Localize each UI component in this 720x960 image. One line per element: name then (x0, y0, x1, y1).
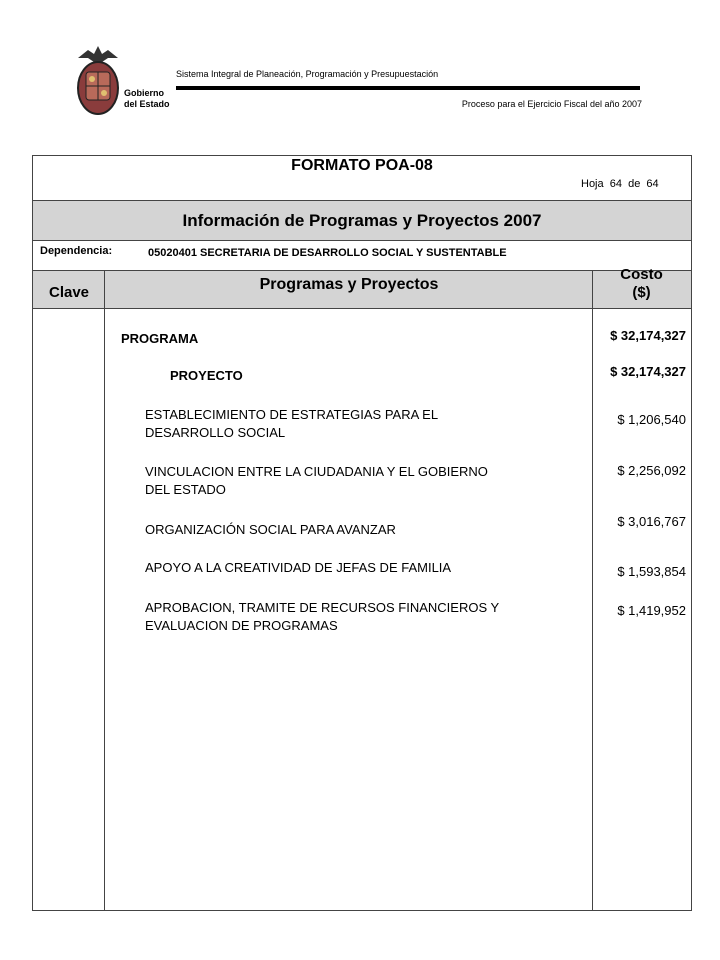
system-name: Sistema Integral de Planeación, Programación y Presupuestación (176, 69, 439, 79)
column-costo-line1: Costo (620, 266, 663, 283)
project-item-line1: APROBACION, TRAMITE DE RECURSOS FINANCIEROS Y (145, 600, 500, 615)
project-item (145, 463, 590, 499)
dependency-value: 05020401 SECRETARIA DE DESARROLLO SOCIAL Y SUSTENTABLE (148, 247, 507, 259)
project-item-line2: EVALUACION DE PROGRAMAS (145, 618, 338, 633)
project-item (145, 521, 590, 539)
coat-of-arms-logo (74, 44, 122, 120)
project-item (145, 406, 590, 442)
column-clave: Clave (48, 284, 90, 301)
project-item-line2: DESARROLLO SOCIAL (145, 425, 286, 440)
project-item-line1: ESTABLECIMIENTO DE ESTRATEGIAS PARA EL (145, 407, 439, 422)
sheet-number: Hoja 64 de 64 (581, 178, 659, 190)
project-item-line1: APOYO A LA CREATIVIDAD DE JEFAS DE FAMILIA (145, 560, 452, 575)
section-header (33, 200, 691, 241)
project-item-amount: $ 1,206,540 (617, 412, 686, 427)
project-label: PROYECTO (170, 368, 243, 383)
program-amount: $ 32,174,327 (610, 328, 686, 343)
column-divider-2 (592, 270, 593, 911)
fiscal-process: Proceso para el Ejercicio Fiscal del año 2007 (461, 99, 642, 109)
column-costo (592, 266, 691, 302)
section-title: Información de Programas y Proyectos 2007 (182, 211, 542, 230)
project-item-amount: $ 1,593,854 (617, 564, 686, 579)
project-item-line1: VINCULACION ENTRE LA CIUDADANIA Y EL GOBIERNO (145, 464, 488, 479)
dependency-label: Dependencia: (40, 245, 113, 257)
project-amount: $ 32,174,327 (610, 364, 686, 379)
project-item (145, 559, 590, 577)
project-item (145, 599, 590, 635)
program-label: PROGRAMA (121, 331, 199, 346)
header-rule (176, 86, 640, 90)
logo-caption-line1: Gobierno (124, 88, 164, 98)
project-item-amount: $ 1,419,952 (617, 603, 686, 618)
column-programas: Programas y Proyectos (259, 276, 439, 293)
form-title: FORMATO POA-08 (291, 157, 433, 174)
column-costo-line2: ($) (632, 284, 651, 301)
logo-caption-line2: del Estado (124, 99, 170, 109)
project-item-line1: ORGANIZACIÓN SOCIAL PARA AVANZAR (145, 522, 396, 537)
column-divider-1 (104, 270, 105, 911)
project-item-line2: DEL ESTADO (145, 482, 226, 497)
project-item-amount: $ 3,016,767 (617, 514, 686, 529)
project-item-amount: $ 2,256,092 (617, 463, 686, 478)
